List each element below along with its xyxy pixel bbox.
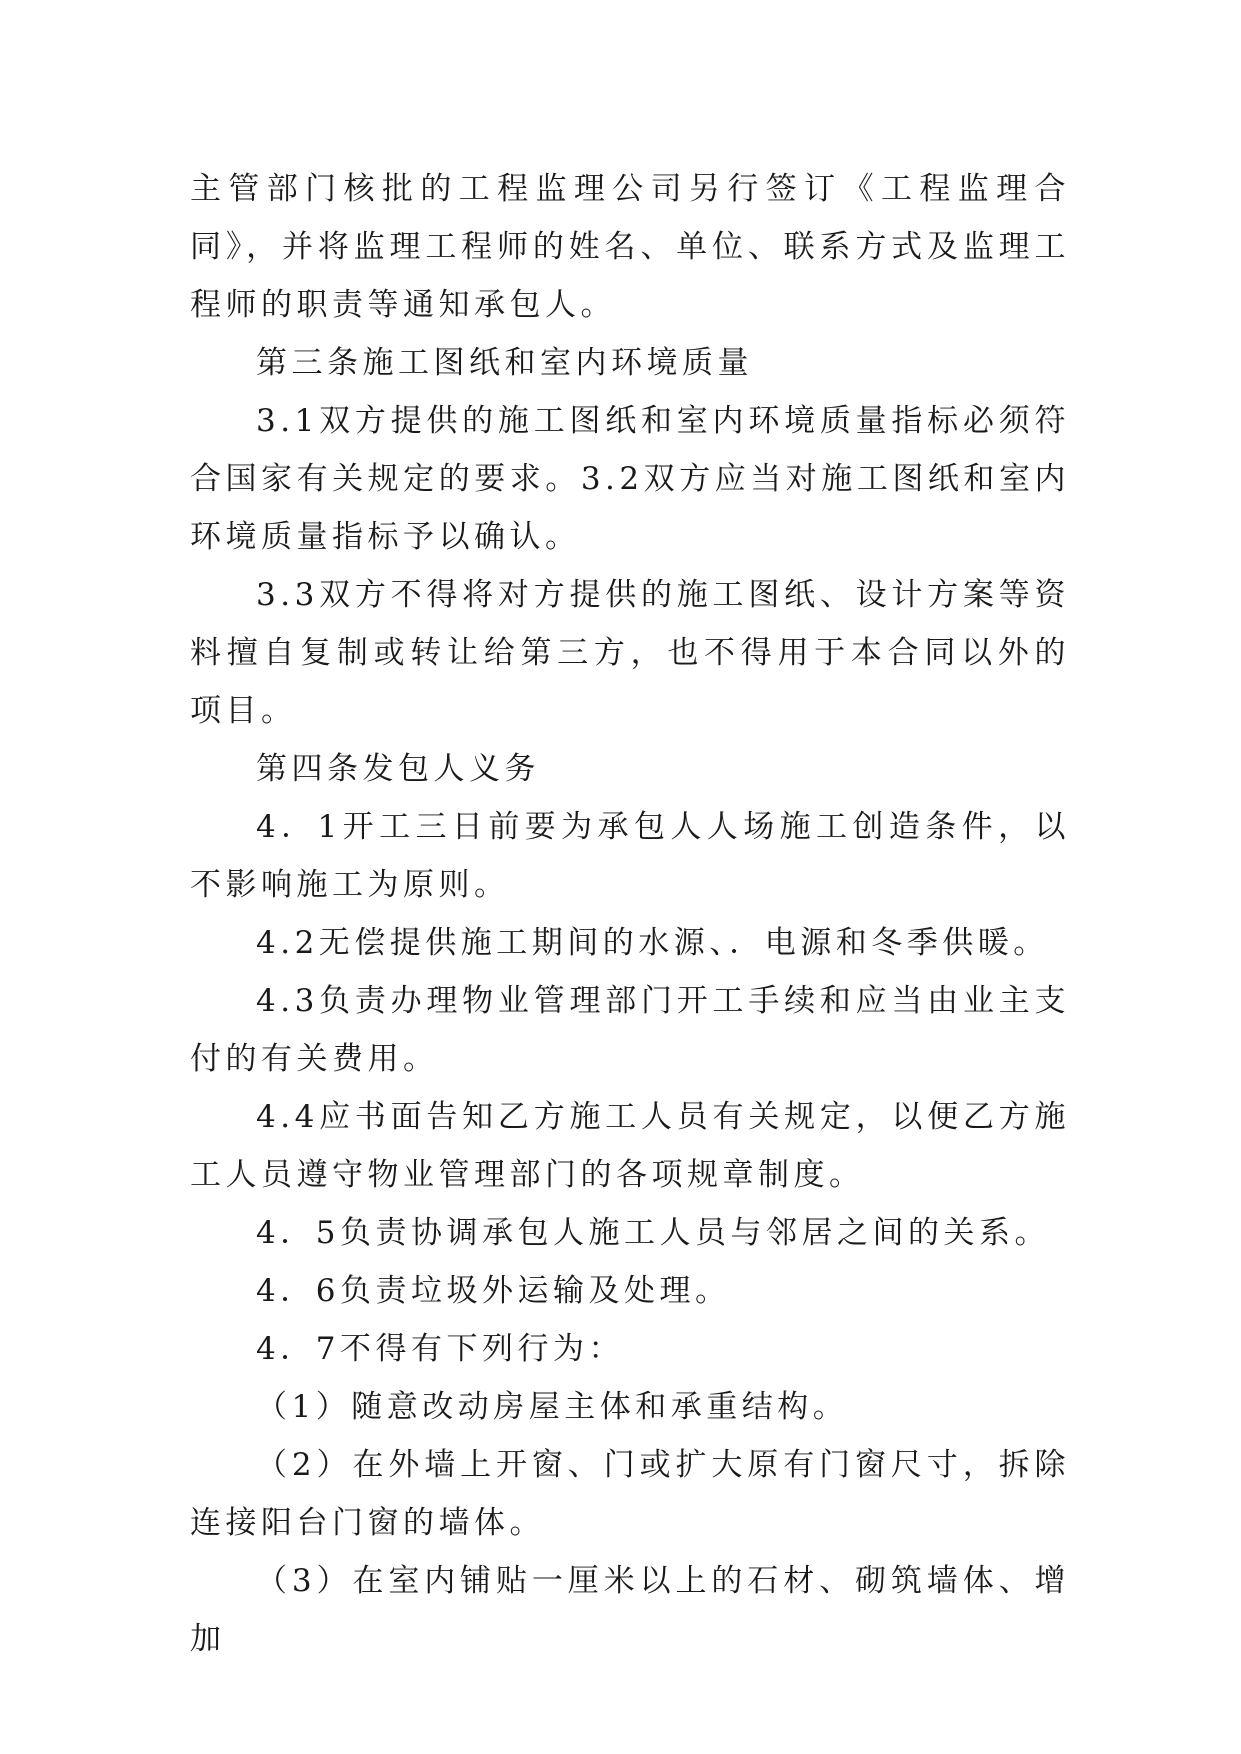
list-item-1: （1）随意改动房屋主体和承重结构。 — [256, 1389, 849, 1425]
paragraph-intro: 主管部门核批的工程监理公司另行签订《工程监理合同》，并将监理工程师的姓名、单位、联系方式及监理工程师的职责等通知承包人。 — [190, 171, 1070, 323]
clause-4-6: 4．6负责垃圾外运输及处理。 — [256, 1273, 731, 1309]
clause-3-3: 3.3双方不得将对方提供的施工图纸、设计方案等资料擅自复制或转让给第三方，也不得用于本合同以外的项目。 — [190, 577, 1070, 729]
article-3-heading: 第三条施工图纸和室内环境质量 — [256, 345, 753, 381]
article-4-heading: 第四条发包人义务 — [256, 751, 540, 787]
clause-4-1: 4．1开工三日前要为承包人人场施工创造条件，以不影响施工为原则。 — [190, 809, 1070, 903]
list-item-3: （3）在室内铺贴一厘米以上的石材、砌筑墙体、增加 — [190, 1563, 1070, 1657]
clause-4-4: 4.4应书面告知乙方施工人员有关规定，以便乙方施工人员遵守物业管理部门的各项规章制度。 — [190, 1099, 1070, 1193]
clause-4-5: 4．5负责协调承包人施工人员与邻居之间的关系。 — [256, 1215, 1050, 1251]
clause-4-3: 4.3负责办理物业管理部门开工手续和应当由业主支付的有关费用。 — [190, 983, 1070, 1077]
clause-3-1: 3.1双方提供的施工图纸和室内环境质量指标必须符合国家有关规定的要求。3.2双方应当对施工图纸和室内环境质量指标予以确认。 — [190, 403, 1070, 555]
list-item-2: （2）在外墙上开窗、门或扩大原有门窗尺寸，拆除连接阳台门窗的墙体。 — [190, 1447, 1070, 1541]
clause-4-7: 4．7不得有下列行为： — [256, 1331, 624, 1367]
document-body — [190, 160, 1070, 1668]
clause-4-2: 4.2无偿提供施工期间的水源、．电源和冬季供暖。 — [256, 925, 1049, 961]
